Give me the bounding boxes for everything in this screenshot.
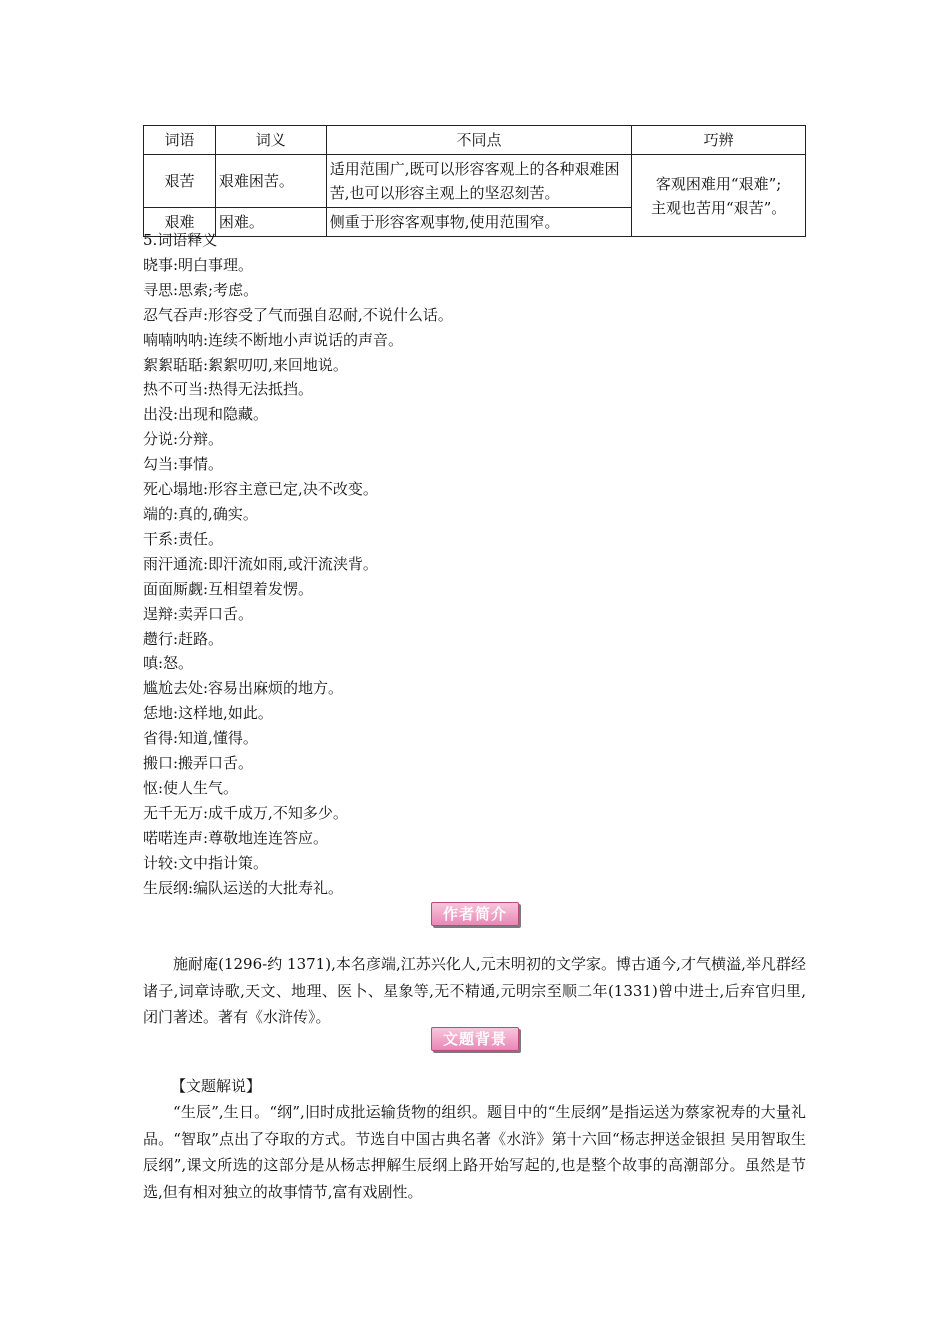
cell-word: 艰苦 xyxy=(144,155,216,208)
definition-item: 面面厮觑:互相望着发愣。 xyxy=(143,579,314,598)
word-comparison-table xyxy=(143,125,806,237)
definition-item: 尴尬去处:容易出麻烦的地方。 xyxy=(143,679,344,698)
cell-meaning: 艰难困苦。 xyxy=(215,155,326,208)
cell-difference: 适用范围广,既可以形容客观上的各种艰难困苦,也可以形容主观上的坚忍刻苦。 xyxy=(326,155,631,208)
header-word: 词语 xyxy=(144,126,216,155)
table-header-row xyxy=(144,126,806,155)
definition-item: 寻思:思索;考虑。 xyxy=(143,280,259,299)
definition-item: 逞辩:卖弄口舌。 xyxy=(143,604,254,623)
definition-item: 趱行:赶路。 xyxy=(143,629,224,648)
definition-item: 无千无万:成千成万,不知多少。 xyxy=(143,803,348,822)
definitions-section xyxy=(143,228,813,900)
author-intro-tag: 作者简介 xyxy=(431,902,519,926)
header-tip: 巧辨 xyxy=(632,126,806,155)
definition-item: 恁地:这样地,如此。 xyxy=(143,704,273,723)
author-intro-paragraph: 施耐庵(1296-约 1371),本名彦端,江苏兴化人,元末明初的文学家。博古通今,才气横溢,举凡群经诸子,词章诗歌,天文、地理、医卜、星象等,无不精通,元明宗至顺二年(1331)曾中进士,后弃官归里,闭门著述。著有《水浒传》。 xyxy=(143,955,806,1026)
cell-tip xyxy=(632,155,806,237)
definition-item: 出没:出现和隐藏。 xyxy=(143,405,269,424)
definition-item: 计较:文中指计策。 xyxy=(143,853,269,872)
tip-line-1: 客观困难用“艰难”; xyxy=(655,174,782,193)
header-difference: 不同点 xyxy=(326,126,631,155)
definition-item: 生辰纲:编队运送的大批寿礼。 xyxy=(143,878,344,897)
definition-item: 分说:分辩。 xyxy=(143,430,224,449)
definition-item: 忍气吞声:形容受了气而强自忍耐,不说什么话。 xyxy=(143,305,453,324)
definition-item: 死心塌地:形容主意已定,决不改变。 xyxy=(143,480,378,499)
definition-item: 热不可当:热得无法抵挡。 xyxy=(143,380,314,399)
definition-item: 喏喏连声:尊敬地连连答应。 xyxy=(143,828,329,847)
background-tag: 文题背景 xyxy=(431,1027,519,1051)
definition-item: 喃喃呐呐:连续不断地小声说话的声音。 xyxy=(143,330,404,349)
definition-item: 嗔:怒。 xyxy=(143,654,194,673)
table-row xyxy=(144,155,806,208)
header-meaning: 词义 xyxy=(215,126,326,155)
definition-item: 怄:使人生气。 xyxy=(143,778,239,797)
definition-item: 絮絮聒聒:絮絮叨叨,来回地说。 xyxy=(143,355,348,374)
cell-word: 艰难 xyxy=(144,208,216,237)
definition-item: 端的:真的,确实。 xyxy=(143,504,258,523)
title-explanation-label: 【文题解说】 xyxy=(171,1077,262,1095)
cell-meaning: 困难。 xyxy=(215,208,326,237)
definition-item: 省得:知道,懂得。 xyxy=(143,729,258,748)
cell-difference: 侧重于形容客观事物,使用范围窄。 xyxy=(326,208,631,237)
definitions-heading: 5.词语释义 xyxy=(143,231,218,249)
definition-item: 雨汗通流:即汗流如雨,或汗流浃背。 xyxy=(143,554,378,573)
title-explanation-paragraph: “生辰”,生日。“纲”,旧时成批运输货物的组织。题目中的“生辰纲”是指运送为蔡家祝寿的大量礼品。“智取”点出了夺取的方式。节选自中国古典名著《水浒》第十六回“杨志押送金银担 吴用智取生辰纲”,课文所选的这部分是从杨志押解生辰纲上路开始写起的,也是整个故事的高潮部分。虽然是节选,但有相对独立的故事情节,富有戏剧性。 xyxy=(143,1103,806,1201)
definition-item: 搬口:搬弄口舌。 xyxy=(143,754,254,773)
definition-item: 晓事:明白事理。 xyxy=(143,255,254,274)
definition-item: 勾当:事情。 xyxy=(143,455,224,474)
tip-line-2: 主观也苦用“艰苦”。 xyxy=(650,198,787,217)
definition-item: 干系:责任。 xyxy=(143,529,224,548)
